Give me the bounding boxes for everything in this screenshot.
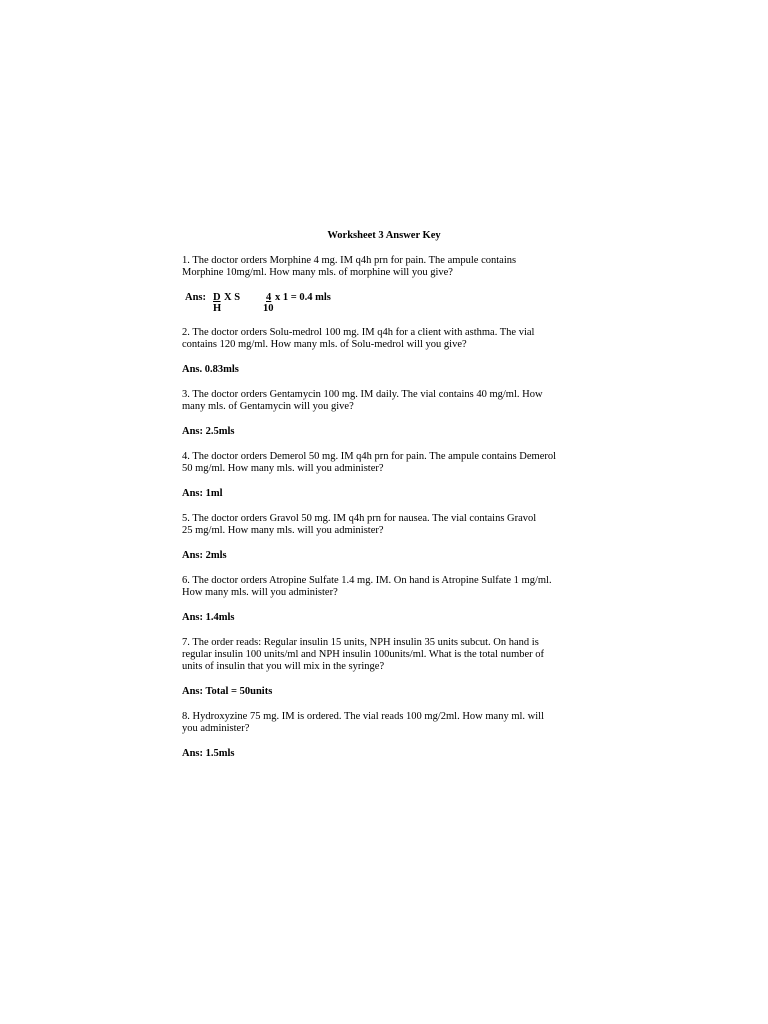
question-line: units of insulin that you will mix in the syringe? (182, 661, 385, 672)
answer-8: Ans: 1.5mls (182, 748, 235, 759)
answer-7: Ans: Total = 50units (182, 686, 273, 697)
question-7 (182, 637, 602, 673)
question-5 (182, 513, 602, 537)
question-4 (182, 451, 602, 475)
question-line: many mls. of Gentamycin will you give? (182, 401, 354, 412)
question-line: How many mls. will you administer? (182, 587, 338, 598)
question-line: The doctor orders Morphine 4 mg. IM q4h prn for pain. The ampule contains (192, 255, 517, 266)
question-1 (182, 255, 602, 279)
formula-times-s: X S (224, 292, 241, 303)
formula-result: x 1 = 0.4 mls (275, 292, 331, 303)
question-number: 5. (182, 513, 190, 524)
question-number: 4. (182, 451, 190, 462)
question-line: The doctor orders Atropine Sulfate 1.4 mg. IM. On hand is Atropine Sulfate 1 mg/ml. (192, 575, 552, 586)
question-number: 1. (182, 255, 190, 266)
question-line: The doctor orders Gentamycin 100 mg. IM daily. The vial contains 40 mg/ml. How (192, 389, 543, 400)
question-line: 25 mg/ml. How many mls. will you administer? (182, 525, 384, 536)
question-6 (182, 575, 602, 599)
question-number: 7. (182, 637, 190, 648)
question-line: regular insulin 100 units/ml and NPH insulin 100units/ml. What is the total number of (182, 649, 545, 660)
formula-numerator-4: 4 (266, 292, 272, 303)
answer-1-formula (182, 292, 602, 318)
question-line: The order reads: Regular insulin 15 units, NPH insulin 35 units subcut. On hand is (192, 637, 539, 648)
answer-6: Ans: 1.4mls (182, 612, 235, 623)
answer-5: Ans: 2mls (182, 550, 227, 561)
question-number: 6. (182, 575, 190, 586)
answer-4: Ans: 1ml (182, 488, 223, 499)
question-2 (182, 327, 602, 351)
question-line: you administer? (182, 723, 250, 734)
formula-label: Ans: (185, 292, 207, 303)
question-number: 2. (182, 327, 190, 338)
question-line: Morphine 10mg/ml. How many mls. of morphine will you give? (182, 267, 453, 278)
formula-denominator-h: H (213, 303, 222, 314)
question-line: 50 mg/ml. How many mls. will you administer? (182, 463, 384, 474)
answer-2: Ans. 0.83mls (182, 364, 239, 375)
answer-3: Ans: 2.5mls (182, 426, 235, 437)
question-8 (182, 711, 602, 735)
question-3 (182, 389, 602, 413)
question-line: The doctor orders Gravol 50 mg. IM q4h prn for nausea. The vial contains Gravol (192, 513, 537, 524)
question-line: Hydroxyzine 75 mg. IM is ordered. The vial reads 100 mg/2ml. How many ml. will (192, 711, 544, 722)
question-line: The doctor orders Solu-medrol 100 mg. IM q4h for a client with asthma. The vial (192, 327, 535, 338)
formula-numerator-d: D (213, 292, 221, 303)
worksheet-page (182, 230, 602, 773)
question-number: 8. (182, 711, 190, 722)
question-line: contains 120 mg/ml. How many mls. of Solu-medrol will you give? (182, 339, 467, 350)
worksheet-title: Worksheet 3 Answer Key (327, 230, 441, 241)
question-line: The doctor orders Demerol 50 mg. IM q4h prn for pain. The ampule contains Demerol (192, 451, 557, 462)
formula-denominator-10: 10 (263, 303, 274, 314)
question-number: 3. (182, 389, 190, 400)
